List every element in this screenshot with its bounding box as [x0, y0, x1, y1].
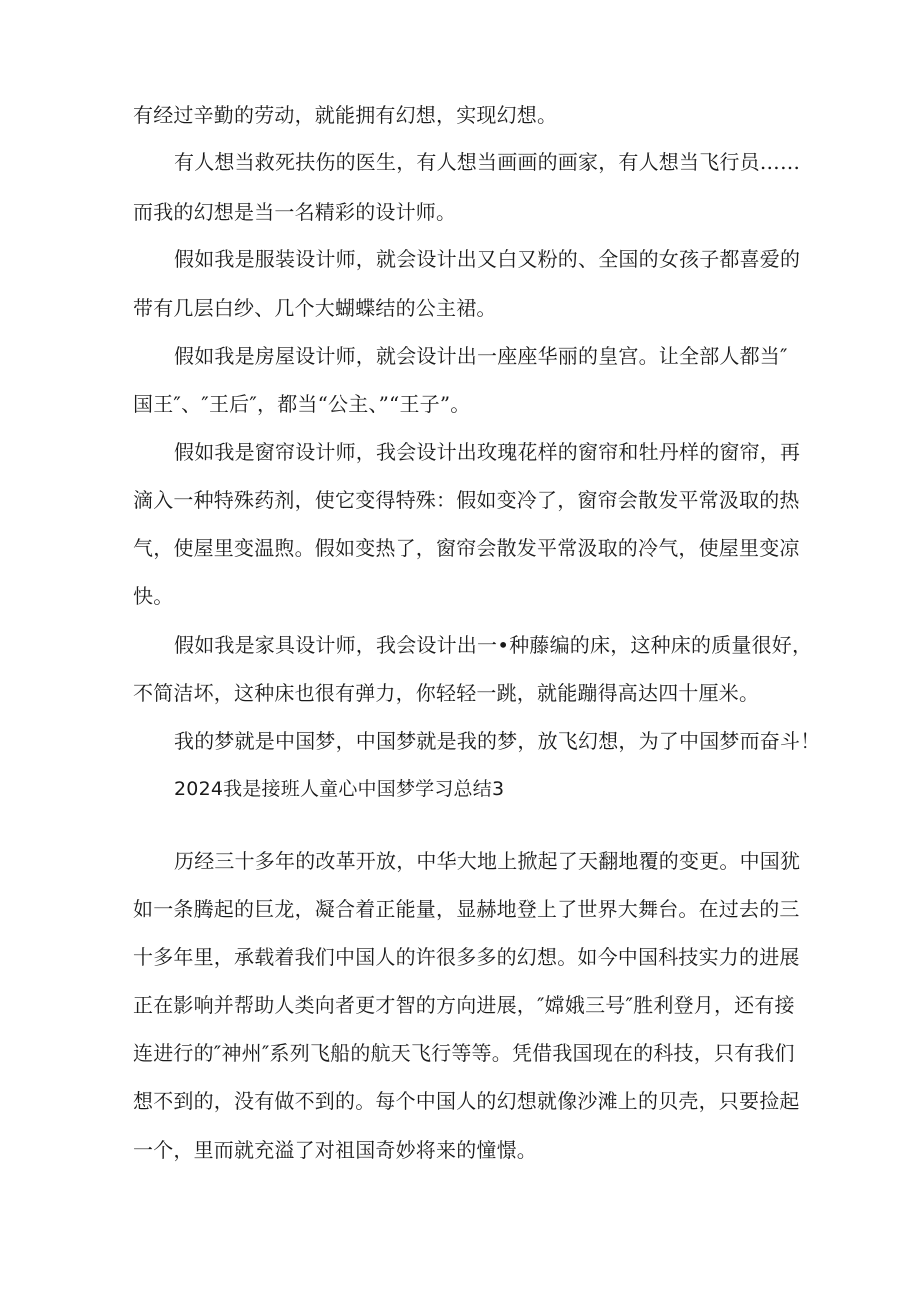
paragraph-line: 假如我是窗帘设计师，我会设计出玫瑰花样的窗帘和牡丹样的窗帘，再 [174, 440, 801, 464]
paragraph-line: 正在影响并帮助人类向者更才智的方向进展，″嫦娥三号″胜利登月，还有接 [133, 993, 795, 1017]
paragraph-line: 滴入一种特殊药剂，使它变得特殊：假如变冷了，窗帘会散发平常汲取的热 [133, 488, 800, 512]
paragraph-line: 想不到的，没有做不到的。每个中国人的幻想就像沙滩上的贝壳，只要捡起 [133, 1089, 800, 1113]
paragraph-line: 如一条腾起的巨龙，凝合着正能量，显赫地登上了世界大舞台。在过去的三 [133, 897, 800, 921]
paragraph-line: 假如我是房屋设计师，就会设计出一座座华丽的皇宫。让全部人都当″ [174, 344, 788, 368]
paragraph-line: 带有几层白纱、几个大蝴蝶结的公主裙。 [133, 296, 497, 320]
paragraph-line: 假如我是家具设计师，我会设计出一•种藤编的床，这种床的质量很好， [174, 633, 813, 657]
paragraph-line: 我的梦就是中国梦，中国梦就是我的梦，放飞幻想，为了中国梦而奋斗！ [174, 729, 821, 753]
paragraph-line: 十多年里，承载着我们中国人的许很多多的幻想。如今中国科技实力的进展 [133, 945, 800, 969]
paragraph-line: 假如我是服装设计师，就会设计出又白又粉的、全国的女孩子都喜爱的 [174, 247, 801, 271]
paragraph-line: 连进行的″神州″系列飞船的航天飞行等等。凭借我国现在的科技，只有我们 [133, 1041, 795, 1065]
section-heading: 2024我是接班人童心中国梦学习总结3 [174, 778, 505, 800]
paragraph-line: 国王″、″王后″，都当“公主、”“王子”。 [133, 392, 471, 416]
paragraph-line: 而我的幻想是当一名精彩的设计师。 [133, 200, 457, 224]
paragraph-line: 快。 [133, 584, 174, 608]
paragraph-line: 气，使屋里变温煦。假如变热了，窗帘会散发平常汲取的冷气，使屋里变凉 [133, 536, 800, 560]
paragraph-line: 有经过辛勤的劳动，就能拥有幻想，实现幻想。 [133, 103, 558, 127]
paragraph-line: 历经三十多年的改革开放，中华大地上掀起了天翻地覆的变更。中国犹 [174, 849, 801, 873]
paragraph-line: 有人想当救死扶伤的医生，有人想当画画的画家，有人想当飞行员…… [174, 150, 801, 174]
paragraph-line: 不简洁坏，这种床也很有弹力，你轻轻一跳，就能蹦得高达四十厘米。 [133, 681, 760, 705]
paragraph-line: 一个，里而就充溢了对祖国奇妙将来的憧憬。 [133, 1138, 537, 1162]
